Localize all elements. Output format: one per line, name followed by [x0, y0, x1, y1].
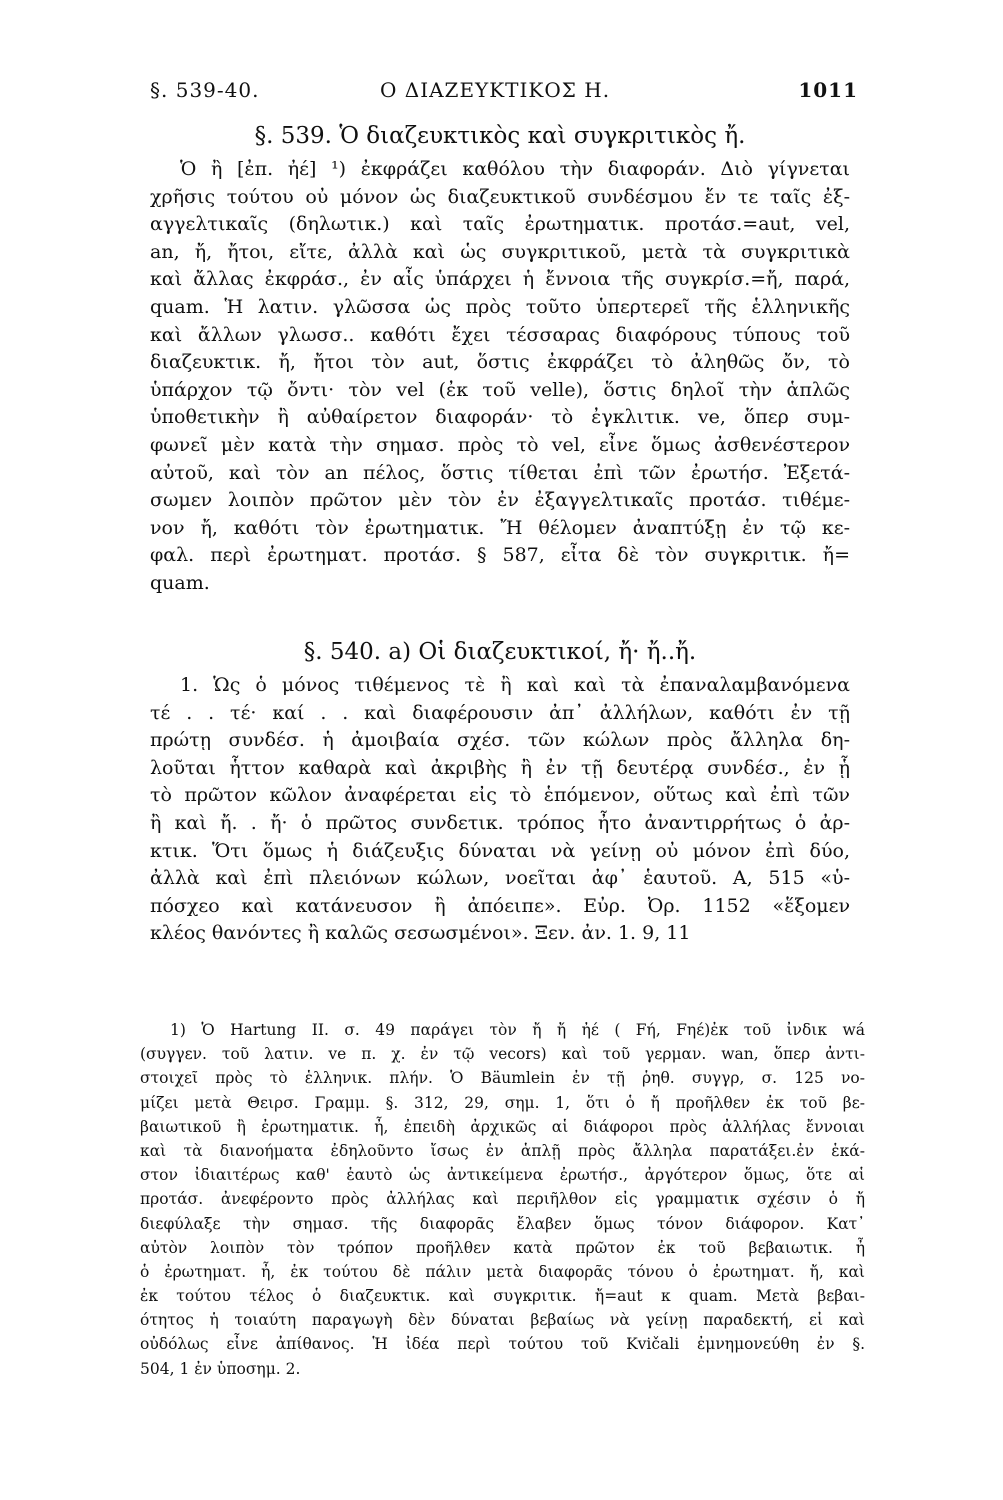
text-line: ἢ καὶ ἤ. . ἤ· ὁ πρῶτος συνδετικ. τρόπος ἦτο ἀναντιρρήτως ὁ ἀρ- — [150, 811, 850, 834]
text-line: φαλ. περὶ ἐρωτηματ. προτάσ. § 587, εἶτα δὲ τὸν συγκριτικ. ἤ= — [150, 544, 850, 567]
section-540 — [150, 632, 850, 948]
text-line: ἀλλὰ καὶ ἐπὶ πλειόνων κώλων, νοεῖται ἀφ᾽ ἑαυτοῦ. Α, 515 «ὑ- — [150, 867, 850, 890]
section-539 — [150, 116, 850, 598]
section-heading: §. 540. a) Οἱ διαζευκτικοί, ἤ· ἤ..ἤ. — [303, 639, 697, 665]
text-line: πόσχεο καὶ κατάνευσον ἢ ἀπόειπε». Εὐρ. Ὀρ. 1152 «ἕξομεν — [150, 894, 850, 917]
text-line: ὑπάρχον τῷ ὄντι· τὸν vel (ἐκ τοῦ velle), ὅστις δηλοῖ τὴν ἁπλῶς — [150, 378, 850, 401]
footnote-line: ὁ ἐρωτηματ. ἦ, ἐκ τούτου δὲ πάλιν μετὰ διαφορᾶς τόνου ὁ ἐρωτηματ. ἤ, καὶ — [140, 1262, 865, 1281]
text-line: τέ . . τέ· καί . . καὶ διαφέρουσιν ἀπ᾽ ἀλλήλων, καθότι ἐν τῇ — [150, 701, 850, 724]
footnote-line: 504, 1 ἐν ὑποσημ. 2. — [140, 1359, 301, 1378]
footnote-line: ότητος ἡ τοιαύτη παραγωγὴ δὲν δύναται βεβαίως νὰ γείνῃ παραδεκτή, εἰ καὶ — [140, 1311, 865, 1330]
section-heading: §. 539. Ὁ διαζευκτικὸς καὶ συγκριτικὸς ἤ. — [254, 123, 746, 149]
text-line: διαζευκτικ. ἤ, ἤτοι τὸν aut, ὅστις ἐκφράζει τὸ ἀληθῶς ὄν, τὸ — [150, 351, 850, 374]
footnote-line: αὐτὸν λοιπὸν τὸν τρόπον προῆλθεν κατὰ πρῶτον ἐκ τοῦ βεβαιωτικ. ἦ — [140, 1238, 865, 1257]
footnote-line: μίζει μετὰ Θειρσ. Γραμμ. §. 312, 29, σημ. 1, ὅτι ὁ ἤ προῆλθεν ἐκ τοῦ βε- — [140, 1093, 865, 1112]
text-line: νον ἤ, καθότι τὸν ἐρωτηματικ. Ἤ θέλομεν ἀναπτύξῃ ἐν τῷ κε- — [150, 516, 850, 539]
text-line: σωμεν λοιπὸν πρῶτον μὲν τὸν ἐν ἐξαγγελτικαῖς προτάσ. τιθέμε- — [150, 489, 850, 512]
text-line: quam. Ἡ λατιν. γλῶσσα ὡς πρὸς τοῦτο ὑπερτερεῖ τῆς ἑλληνικῆς — [150, 295, 850, 318]
section-range: §. 539-40. — [150, 78, 260, 102]
page-number: 1011 — [798, 78, 858, 102]
text-line: φωνεῖ μὲν κατὰ τὴν σημασ. πρὸς τὸ vel, εἶνε ὅμως ἀσθενέστερον — [150, 433, 850, 456]
text-line: πρώτῃ συνδέσ. ἡ ἀμοιβαία σχέσ. τῶν κώλων πρὸς ἄλληλα δη- — [150, 729, 850, 752]
footnote-line: καὶ τὰ διανοήματα ἐδηλοῦντο ἴσως ἐν ἁπλῇ πρὸς ἄλληλα παρατάξει.ἐν ἑκά- — [140, 1141, 865, 1160]
chapter-title: Ο ΔΙΑΖΕΥΚΤΙΚΟΣ Η. — [380, 78, 611, 102]
footnote-line: οὐδόλως εἶνε ἀπίθανος. Ἡ ἰδέα περὶ τούτου τοῦ Kvičali ἐμνημονεύθη ἐν §. — [140, 1335, 865, 1354]
footnote-line: 1) Ὁ Hartung II. σ. 49 παράγει τὸν ἤ ἤ ἠέ ( Fή, Fηέ)ἐκ τοῦ ἰνδικ wá — [170, 1021, 865, 1039]
text-line: αγγελτικαῖς (δηλωτικ.) καὶ ταῖς ἐρωτηματικ. προτάσ.=aut, vel, — [150, 213, 850, 236]
text-line: an, ἤ, ἤτοι, εἴτε, ἀλλὰ καὶ ὡς συγκριτικοῦ, μετὰ τὰ συγκριτικὰ — [150, 240, 850, 263]
footnote-line: στοιχεῖ πρὸς τὸ ἑλληνικ. πλήν. Ὁ Bäumlein ἐν τῇ ῥηθ. συγγρ, σ. 125 νο- — [140, 1069, 865, 1088]
text-line: λοῦται ἧττον καθαρὰ καὶ ἀκριβὴς ἢ ἐν τῇ δευτέρᾳ συνδέσ., ἐν ᾗ — [150, 756, 850, 779]
footnote — [140, 1018, 865, 1381]
footnote-line: διεφύλαξε τὴν σημασ. τῆς διαφορᾶς ἔλαβεν ὅμως τόνον διάφορον. Κατ᾽ — [140, 1214, 865, 1233]
text-line: ὑποθετικὴν ἢ αὐθαίρετον διαφοράν· τὸ ἐγκλιτικ. ve, ὅπερ συμ- — [150, 406, 850, 429]
running-head — [150, 78, 858, 108]
footnote-line: στον ἰδιαιτέρως καθ' ἑαυτὸ ὡς ἀντικείμενα ἐρωτήσ., ἀργότερον ὅμως, ὅτε αἱ — [140, 1166, 865, 1185]
text-line: καὶ ἄλλας ἐκφράσ., ἐν αἷς ὑπάρχει ἡ ἔννοια τῆς συγκρίσ.=ἤ, παρά, — [150, 268, 850, 291]
text-line: τὸ πρῶτον κῶλον ἀναφέρεται εἰς τὸ ἑπόμενον, οὕτως καὶ ἐπὶ τῶν — [150, 784, 850, 807]
footnote-line: (συγγεν. τοῦ λατιν. ve π. χ. ἐν τῷ vecors) καὶ τοῦ γερμαν. wan, ὅπερ ἀντι- — [140, 1045, 865, 1064]
text-line: χρῆσις τούτου οὐ μόνον ὡς διαζευκτικοῦ συνδέσμου ἔν τε ταῖς ἐξ- — [150, 185, 850, 208]
text-line: Ὁ ἢ [ἐπ. ἠέ] ¹) ἐκφράζει καθόλου τὴν διαφοράν. Διὸ γίγνεται — [180, 158, 850, 180]
text-line: καὶ ἄλλων γλωσσ.. καθότι ἔχει τέσσαρας διαφόρους τύπους τοῦ — [150, 323, 850, 346]
footnote-line: προτάσ. ἀνεφέροντο πρὸς ἀλλήλας καὶ περιῆλθον εἰς γραμματικ σχέσιν ὁ ἤ — [140, 1190, 865, 1209]
text-line: αὐτοῦ, καὶ τὸν an πέλος, ὅστις τίθεται ἐπὶ τῶν ἐρωτήσ. Ἐξετά- — [150, 461, 850, 484]
text-line: κλέος θανόντες ἢ καλῶς σεσωσμένοι». Ξεν. ἀν. 1. 9, 11 — [150, 922, 691, 945]
text-line: quam. — [150, 571, 210, 594]
text-line: κτικ. Ὅτι ὅμως ἡ διάζευξις δύναται νὰ γείνῃ οὐ μόνον ἐπὶ δύο, — [150, 839, 850, 862]
footnote-line: ἐκ τούτου τέλος ὁ διαζευκτικ. καὶ συγκριτικ. ἤ=aut κ quam. Μετὰ βεβαι- — [140, 1287, 865, 1306]
footnote-line: βαιωτικοῦ ἢ ἐρωτηματικ. ἦ, ἐπειδὴ ἀρχικῶς αἱ διάφοροι πρὸς ἀλλήλας ἔννοιαι — [140, 1117, 865, 1136]
text-line: 1. Ὡς ὁ μόνος τιθέμενος τὲ ἢ καὶ καὶ τὰ ἐπαναλαμβανόμενα — [180, 674, 850, 696]
